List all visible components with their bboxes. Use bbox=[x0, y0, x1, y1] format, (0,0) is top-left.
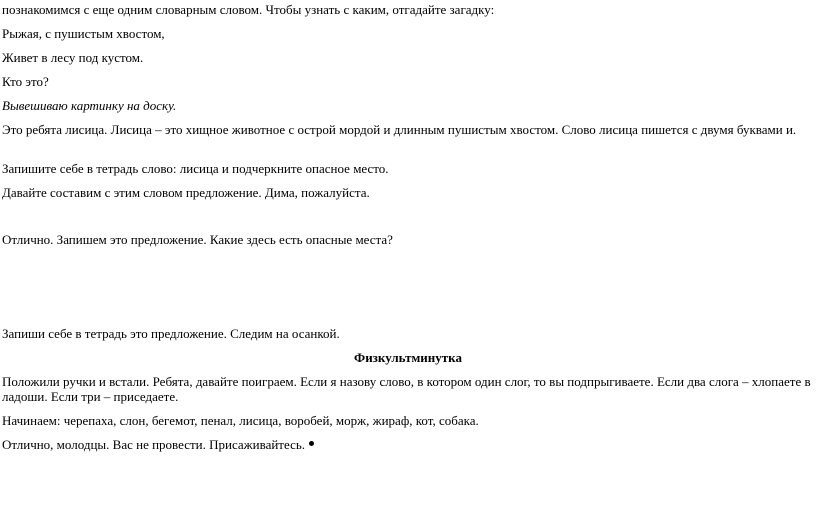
paragraph-word-list: Начинаем: черепаха, слон, бегемот, пенал, лисица, воробей, морж, жираф, кот, собака. bbox=[2, 413, 479, 428]
paragraph-game-rules: Положили ручки и встали. Ребята, давайте поиграем. Если я назову слово, в котором один слог, то вы подпрыгиваете. Если два слога – хлопаете в ладоши. Если три – приседаете. bbox=[2, 374, 811, 404]
teacher-action-note: Вывешиваю картинку на доску. bbox=[2, 98, 177, 113]
paragraph-write-word: Запишите себе в тетрадь слово: лисица и подчеркните опасное место. bbox=[2, 161, 389, 176]
section-heading-fizkultminutka: Физкультминутка bbox=[354, 350, 462, 365]
paragraph-write-sentence: Запиши себе в тетрадь это предложение. Следим на осанкой. bbox=[2, 326, 340, 341]
riddle-line-1: Рыжая, с пушистым хвостом, bbox=[2, 26, 165, 41]
bullet-dot-icon bbox=[309, 441, 314, 446]
paragraph-make-sentence: Давайте составим с этим словом предложение. Дима, пожалуйста. bbox=[2, 185, 370, 200]
riddle-line-2: Живет в лесу под кустом. bbox=[2, 50, 144, 65]
closing-text: Отлично, молодцы. Вас не провести. Присаживайтесь. bbox=[2, 437, 306, 452]
paragraph-intro: познакомимся с еще одним словарным словом. Чтобы узнать с каким, отгадайте загадку: bbox=[2, 2, 495, 17]
paragraph-closing bbox=[2, 437, 812, 452]
paragraph-fox-description: Это ребята лисица. Лисица – это хищное животное с острой мордой и длинным пушистым хвостом. Слово лисица пишется с двумя буквами и. bbox=[2, 122, 797, 137]
riddle-question: Кто это? bbox=[2, 74, 49, 89]
paragraph-dangerous-places: Отлично. Запишем это предложение. Какие здесь есть опасные места? bbox=[2, 232, 393, 247]
